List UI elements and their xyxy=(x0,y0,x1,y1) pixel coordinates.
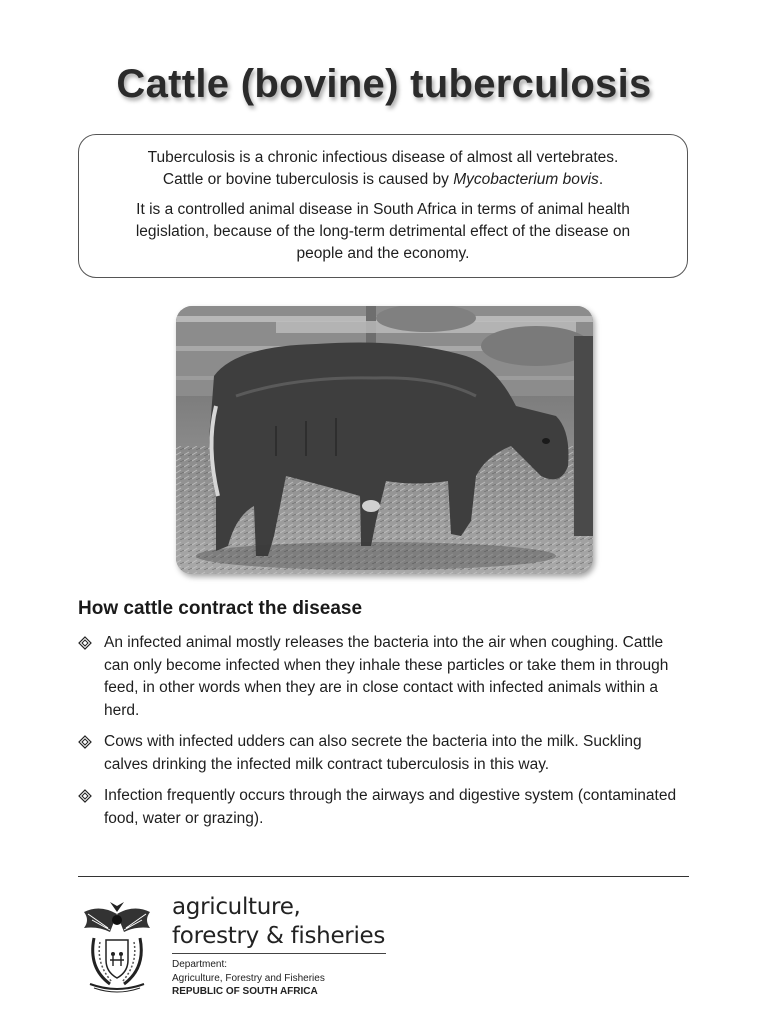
bullet-list xyxy=(78,632,678,839)
intro-paragraph-1 xyxy=(99,147,667,191)
page-title: Cattle (bovine) tuberculosis xyxy=(116,62,652,106)
footer-divider xyxy=(78,876,689,877)
list-item xyxy=(78,785,678,830)
intro-paragraph-2: It is a controlled animal disease in South Africa in terms of animal health legislation, because of the long-term detrimental effect of the disease on people and the economy. xyxy=(135,201,631,262)
list-item xyxy=(78,632,678,722)
list-item-text: Infection frequently occurs through the airways and digestive system (contaminated food, water or grazing). xyxy=(104,787,677,827)
department-details xyxy=(172,958,325,999)
cattle-photo-illustration xyxy=(176,306,593,574)
dept-label: Department: xyxy=(172,959,228,970)
coat-of-arms-icon xyxy=(80,898,154,994)
species-name: Mycobacterium bovis xyxy=(453,171,599,188)
cattle-photo xyxy=(176,306,593,574)
dept-name-line-1: agriculture, xyxy=(172,894,301,920)
list-item-text: Cows with infected udders can also secrete the bacteria into the milk. Suckling calves drinking the infected milk contract tuberculosis in this way. xyxy=(104,733,642,773)
diamond-bullet-icon xyxy=(78,789,92,803)
list-item-text: An infected animal mostly releases the bacteria into the air when coughing. Cattle can only become infected when they inhale these particles or take them in through feed, in other words when they are in close contact with infected animals within a herd. xyxy=(104,634,669,719)
dept-country: REPUBLIC OF SOUTH AFRICA xyxy=(172,986,318,997)
department-logo-text xyxy=(172,893,385,951)
intro-line-2-prefix: Cattle or bovine tuberculosis is caused by xyxy=(162,171,454,188)
section-heading: How cattle contract the disease xyxy=(78,598,363,619)
intro-box xyxy=(78,134,688,278)
diamond-bullet-icon xyxy=(78,735,92,749)
intro-line-1: Tuberculosis is a chronic infectious disease of almost all vertebrates. xyxy=(147,149,619,166)
dept-divider xyxy=(172,953,386,954)
dept-name-line-2: forestry & fisheries xyxy=(172,923,386,949)
intro-line-2-suffix: . xyxy=(598,171,604,188)
diamond-bullet-icon xyxy=(78,636,92,650)
list-item xyxy=(78,731,678,776)
dept-full-name: Agriculture, Forestry and Fisheries xyxy=(172,972,325,984)
